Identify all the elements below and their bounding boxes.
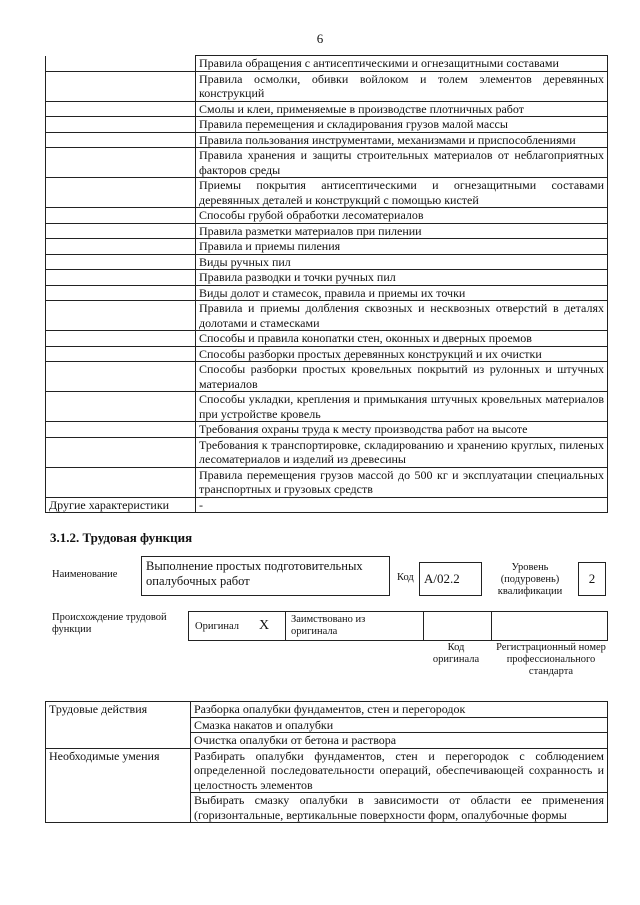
row-label-cell bbox=[46, 71, 196, 101]
knowledge-row bbox=[46, 178, 608, 208]
knowledge-row bbox=[46, 132, 608, 148]
knowledge-item: Способы и правила конопатки стен, оконных и дверных проемов bbox=[196, 331, 608, 347]
other-characteristics-label: Другие характеристики bbox=[46, 497, 196, 513]
knowledge-table bbox=[45, 55, 608, 513]
labor-action-item: Очистка опалубки от бетона и раствора bbox=[191, 733, 608, 749]
row-label-cell bbox=[46, 132, 196, 148]
knowledge-row bbox=[46, 331, 608, 347]
skill-item: Разбирать опалубки фундаментов, стен и перегородок с соблюдением определенной последовательности операций, обеспечивающей сохранность и целостность элементов bbox=[191, 748, 608, 793]
code-label: Код bbox=[397, 572, 414, 583]
row-label-cell bbox=[46, 331, 196, 347]
knowledge-row bbox=[46, 254, 608, 270]
knowledge-row bbox=[46, 422, 608, 438]
skills-label: Необходимые умения bbox=[46, 748, 191, 823]
reg-number-caption: Регистрационный номер профессионального стандарта bbox=[496, 642, 606, 677]
name-value: Выполнение простых подготовительных опалубочных работ bbox=[141, 556, 390, 596]
row-label-cell bbox=[46, 437, 196, 467]
knowledge-row bbox=[46, 437, 608, 467]
knowledge-item: Виды долот и стамесок, правила и приемы их точки bbox=[196, 285, 608, 301]
other-characteristics-value: - bbox=[196, 497, 608, 513]
row-label-cell bbox=[46, 117, 196, 133]
row-label-cell bbox=[46, 422, 196, 438]
knowledge-row bbox=[46, 71, 608, 101]
knowledge-row bbox=[46, 285, 608, 301]
name-label: Наименование bbox=[52, 569, 118, 580]
knowledge-item: Правила и приемы долбления сквозных и несквозных отверстий в деталях долотами и стамесками bbox=[196, 301, 608, 331]
row-label-cell bbox=[46, 285, 196, 301]
original-label: Оригинал bbox=[195, 621, 239, 632]
row-label-cell bbox=[46, 208, 196, 224]
knowledge-row bbox=[46, 362, 608, 392]
knowledge-row bbox=[46, 270, 608, 286]
row-label-cell bbox=[46, 346, 196, 362]
divider bbox=[491, 612, 492, 640]
original-mark: Х bbox=[259, 618, 270, 633]
knowledge-item: Способы разборки простых деревянных конструкций и их очистки bbox=[196, 346, 608, 362]
level-value: 2 bbox=[578, 562, 606, 596]
knowledge-item: Правила хранения и защиты строительных материалов от неблагоприятных факторов среды bbox=[196, 148, 608, 178]
labor-action-item: Разборка опалубки фундаментов, стен и перегородок bbox=[191, 702, 608, 718]
row-label-cell bbox=[46, 301, 196, 331]
knowledge-item: Правила разметки материалов при пилении bbox=[196, 223, 608, 239]
knowledge-row bbox=[46, 148, 608, 178]
knowledge-item: Правила пользования инструментами, механизмами и приспособлениями bbox=[196, 132, 608, 148]
knowledge-item: Правила обращения с антисептическими и огнезащитными составами bbox=[196, 56, 608, 72]
knowledge-row bbox=[46, 346, 608, 362]
divider bbox=[423, 612, 424, 640]
code-value: А/02.2 bbox=[419, 562, 482, 596]
knowledge-item: Виды ручных пил bbox=[196, 254, 608, 270]
other-characteristics-row bbox=[46, 497, 608, 513]
knowledge-item: Правила перемещения грузов массой до 500 кг и эксплуатации специальных транспортных и грузовых средств bbox=[196, 467, 608, 497]
knowledge-item: Правила и приемы пиления bbox=[196, 239, 608, 255]
row-label-cell bbox=[46, 148, 196, 178]
origin-row bbox=[188, 611, 608, 641]
knowledge-item: Способы грубой обработки лесоматериалов bbox=[196, 208, 608, 224]
row-label-cell bbox=[46, 362, 196, 392]
knowledge-row bbox=[46, 223, 608, 239]
page-number: 6 bbox=[316, 31, 324, 46]
knowledge-row bbox=[46, 117, 608, 133]
row-label-cell bbox=[46, 239, 196, 255]
divider bbox=[285, 612, 286, 640]
row-label-cell bbox=[46, 254, 196, 270]
level-label: Уровень (подуровень) квалификации bbox=[497, 562, 563, 597]
knowledge-item: Правила осмолки, обивки войлоком и толем элементов деревянных конструкций bbox=[196, 71, 608, 101]
row-label-cell bbox=[46, 56, 196, 72]
knowledge-item: Правила перемещения и складирования грузов малой массы bbox=[196, 117, 608, 133]
row-label-cell bbox=[46, 270, 196, 286]
knowledge-item: Требования к транспортировке, складированию и хранению круглых, пиленых лесоматериалов и изделий из древесины bbox=[196, 437, 608, 467]
knowledge-item: Правила разводки и точки ручных пил bbox=[196, 270, 608, 286]
row-label-cell bbox=[46, 178, 196, 208]
knowledge-item: Требования охраны труда к месту производства работ на высоте bbox=[196, 422, 608, 438]
skill-item: Выбирать смазку опалубки в зависимости от области ее применения (горизонтальные, вертикальные поверхности форм, опалубочные формы bbox=[191, 793, 608, 823]
row-label-cell bbox=[46, 392, 196, 422]
section-title: 3.1.2. Трудовая функция bbox=[50, 530, 193, 545]
origin-label: Происхождение трудовой функции bbox=[52, 612, 167, 635]
borrowed-label: Заимствовано из оригинала bbox=[291, 614, 366, 637]
knowledge-row bbox=[46, 56, 608, 72]
labor-actions-label: Трудовые действия bbox=[46, 702, 191, 749]
knowledge-row bbox=[46, 392, 608, 422]
knowledge-item: Способы укладки, крепления и примыкания штучных кровельных материалов при устройстве кровель bbox=[196, 392, 608, 422]
knowledge-row bbox=[46, 101, 608, 117]
labor-action-item: Смазка накатов и опалубки bbox=[191, 717, 608, 733]
knowledge-row bbox=[46, 239, 608, 255]
knowledge-row bbox=[46, 301, 608, 331]
knowledge-item: Способы разборки простых кровельных покрытий из рулонных и штучных материалов bbox=[196, 362, 608, 392]
knowledge-item: Приемы покрытия антисептическими и огнезащитными составами деревянных деталей и конструкций с помощью кистей bbox=[196, 178, 608, 208]
row-label-cell bbox=[46, 467, 196, 497]
row-label-cell bbox=[46, 223, 196, 239]
knowledge-item: Смолы и клеи, применяемые в производстве плотничных работ bbox=[196, 101, 608, 117]
knowledge-row bbox=[46, 467, 608, 497]
labor-function-table bbox=[45, 701, 608, 823]
row-label-cell bbox=[46, 101, 196, 117]
knowledge-row bbox=[46, 208, 608, 224]
code-original-caption: Код оригинала bbox=[432, 642, 480, 665]
